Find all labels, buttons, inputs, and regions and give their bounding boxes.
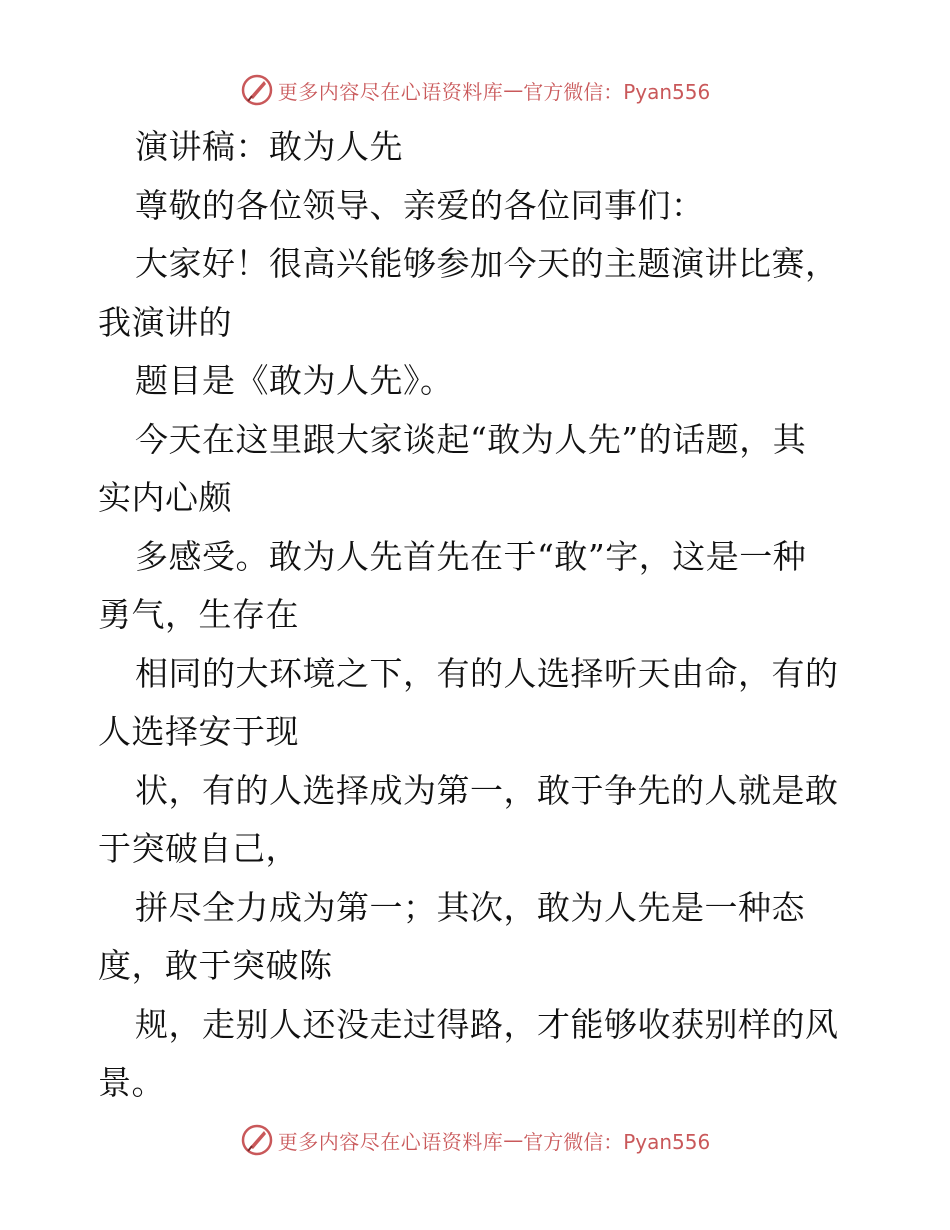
header-banner-wechat: 官方微信：Pyan556 (523, 79, 711, 104)
footer-banner-wechat: 官方微信：Pyan556 (523, 1129, 711, 1154)
text-line: 今天在这里跟大家谈起“敢为人先”的话题，其 (135, 419, 807, 459)
text-line: 大家好！很高兴能够参加今天的主题演讲比赛， (135, 244, 839, 283)
text-line: 人选择安于现 (98, 712, 299, 751)
text-line: 勇气，生存在 (98, 595, 299, 634)
text-line: 拼尽全力成为第一；其次，敢为人先是一种态 (135, 887, 805, 927)
text-line: 状，有的人选择成为第一，敢于争先的人就是敢 (135, 770, 839, 810)
quill-logo-icon (240, 73, 274, 107)
text-line: 尊敬的各位领导、亲爱的各位同事们： (135, 185, 705, 225)
text-line: 演讲稿：敢为人先 (135, 127, 403, 166)
quill-logo-icon (240, 1123, 274, 1157)
text-line: 题目是《敢为人先》。 (135, 361, 454, 400)
text-line: 景。 (98, 1063, 165, 1102)
text-line: 度，敢于突破陈 (98, 946, 333, 985)
header-banner-dash: — (503, 78, 524, 102)
footer-banner (0, 1120, 950, 1160)
text-line: 多感受。敢为人先首先在于“敢”字，这是一种 (135, 536, 807, 576)
document-body (98, 118, 858, 1113)
text-line: 实内心颇 (98, 478, 232, 517)
text-line: 于突破自己， (98, 829, 299, 868)
header-banner (0, 70, 950, 110)
text-line: 相同的大环境之下，有的人选择听天由命，有的 (135, 653, 839, 693)
text-line: 我演讲的 (98, 302, 232, 342)
header-banner-text: 更多内容尽在心语资料库 (277, 79, 504, 104)
text-line: 规，走别人还没走过得路，才能够收获别样的风 (135, 1004, 839, 1044)
footer-banner-text: 更多内容尽在心语资料库 (277, 1129, 504, 1154)
footer-banner-dash: — (503, 1128, 524, 1152)
